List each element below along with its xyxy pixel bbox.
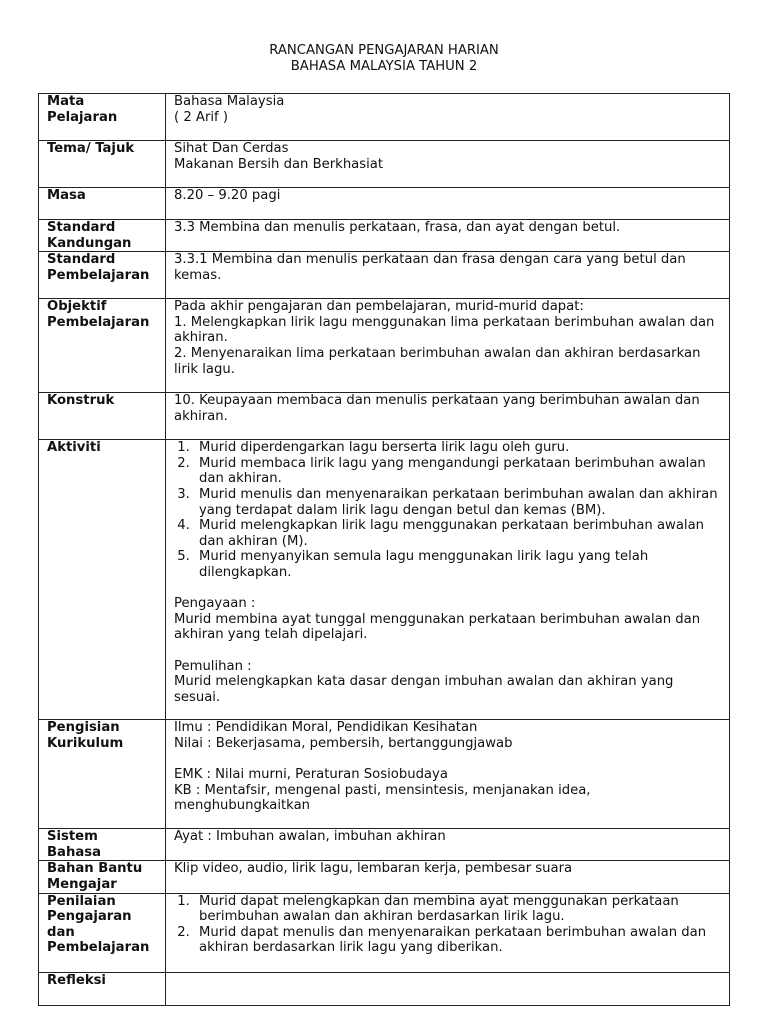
pengayaan-heading: Pengayaan :: [174, 596, 256, 612]
label-bahan-bantu-mengajar: Bahan Bantu Mengajar: [39, 861, 166, 893]
value-objektif-pembelajaran: Pada akhir pengajaran dan pembelajaran, murid-murid dapat: 1. Melengkapkan lirik lagu menggunakan lima perkataan berimbuhan awalan dan akhiran. 2. Menyenaraikan lima perkataan berimbuhan awalan dan akhiran berdasarkan lirik lagu.: [166, 299, 730, 393]
value-refleksi: [166, 972, 730, 1005]
value-standard-pembelajaran: 3.3.1 Membina dan menulis perkataan dan frasa dengan cara yang betul dan kemas.: [166, 252, 730, 299]
value-sistem-bahasa: Ayat : Imbuhan awalan, imbuhan akhiran: [166, 829, 730, 861]
row-refleksi: [39, 972, 730, 1005]
value-tema-tajuk: Sihat Dan Cerdas Makanan Bersih dan Berkhasiat: [166, 141, 730, 188]
label-konstruk: Konstruk: [39, 393, 166, 440]
list-item: 1. Murid diperdengarkan lagu berserta lirik lagu oleh guru.: [194, 440, 723, 456]
list-item: 1. Murid dapat melengkapkan dan membina ayat menggunakan perkataan berimbuhan awalan dan akhiran berdasarkan lirik lagu.: [194, 894, 723, 925]
pemulihan-text: Murid melengkapkan kata dasar dengan imbuhan awalan dan akhiran yang sesuai.: [174, 674, 674, 705]
row-mata-pelajaran: [39, 94, 730, 141]
list-item: 5. Murid menyanyikan semula lagu menggunakan lirik lagu yang telah dilengkapkan.: [194, 549, 723, 580]
document-title: [0, 43, 768, 74]
label-sistem-bahasa: Sistem Bahasa: [39, 829, 166, 861]
list-item: 2. Murid dapat menulis dan menyenaraikan perkataan berimbuhan awalan dan akhiran berdasarkan lirik lagu yang diberikan.: [194, 925, 723, 956]
label-aktiviti: Aktiviti: [39, 440, 166, 720]
label-masa: Masa: [39, 188, 166, 220]
label-objektif-pembelajaran: Objektif Pembelajaran: [39, 299, 166, 393]
label-pengisian-kurikulum: Pengisian Kurikulum: [39, 720, 166, 829]
aktiviti-list: [174, 440, 723, 580]
label-mata-pelajaran: Mata Pelajaran: [39, 94, 166, 141]
label-standard-pembelajaran: Standard Pembelajaran: [39, 252, 166, 299]
row-bahan-bantu-mengajar: [39, 861, 730, 893]
value-penilaian: [166, 893, 730, 972]
value-bahan-bantu-mengajar: Klip video, audio, lirik lagu, lembaran kerja, pembesar suara: [166, 861, 730, 893]
title-line-2: BAHASA MALAYSIA TAHUN 2: [290, 58, 478, 74]
label-refleksi: Refleksi: [39, 972, 166, 1005]
row-penilaian: [39, 893, 730, 972]
row-konstruk: [39, 393, 730, 440]
row-masa: [39, 188, 730, 220]
lesson-plan-table: [38, 93, 730, 1006]
row-pengisian-kurikulum: [39, 720, 730, 829]
list-item: 3. Murid menulis dan menyenaraikan perkataan berimbuhan awalan dan akhiran yang terdapat dalam lirik lagu dengan betul dan kemas (BM).: [194, 487, 723, 518]
label-tema-tajuk: Tema/ Tajuk: [39, 141, 166, 188]
label-standard-kandungan: Standard Kandungan: [39, 220, 166, 252]
penilaian-list: [174, 894, 723, 956]
row-standard-pembelajaran: [39, 252, 730, 299]
value-aktiviti: [166, 440, 730, 720]
title-line-1: RANCANGAN PENGAJARAN HARIAN: [269, 43, 499, 58]
row-objektif-pembelajaran: [39, 299, 730, 393]
label-penilaian: Penilaian Pengajaran dan Pembelajaran: [39, 893, 166, 972]
row-standard-kandungan: [39, 220, 730, 252]
pemulihan-heading: Pemulihan :: [174, 658, 252, 674]
value-mata-pelajaran: Bahasa Malaysia ( 2 Arif ): [166, 94, 730, 141]
list-item: 4. Murid melengkapkan lirik lagu menggunakan perkataan berimbuhan awalan dan akhiran (M).: [194, 518, 723, 549]
value-masa: 8.20 – 9.20 pagi: [166, 188, 730, 220]
row-sistem-bahasa: [39, 829, 730, 861]
row-aktiviti: [39, 440, 730, 720]
value-konstruk: 10. Keupayaan membaca dan menulis perkataan yang berimbuhan awalan dan akhiran.: [166, 393, 730, 440]
value-standard-kandungan: 3.3 Membina dan menulis perkataan, frasa, dan ayat dengan betul.: [166, 220, 730, 252]
row-tema-tajuk: [39, 141, 730, 188]
value-pengisian-kurikulum: Ilmu : Pendidikan Moral, Pendidikan Kesihatan Nilai : Bekerjasama, pembersih, bertanggungjawab EMK : Nilai murni, Peraturan Sosiobudaya KB : Mentafsir, mengenal pasti, mensintesis, menjanakan idea, menghubungkaitkan: [166, 720, 730, 829]
list-item: 2. Murid membaca lirik lagu yang mengandungi perkataan berimbuhan awalan dan akhiran.: [194, 456, 723, 487]
pengayaan-text: Murid membina ayat tunggal menggunakan perkataan berimbuhan awalan dan akhiran yang telah dipelajari.: [174, 611, 701, 643]
